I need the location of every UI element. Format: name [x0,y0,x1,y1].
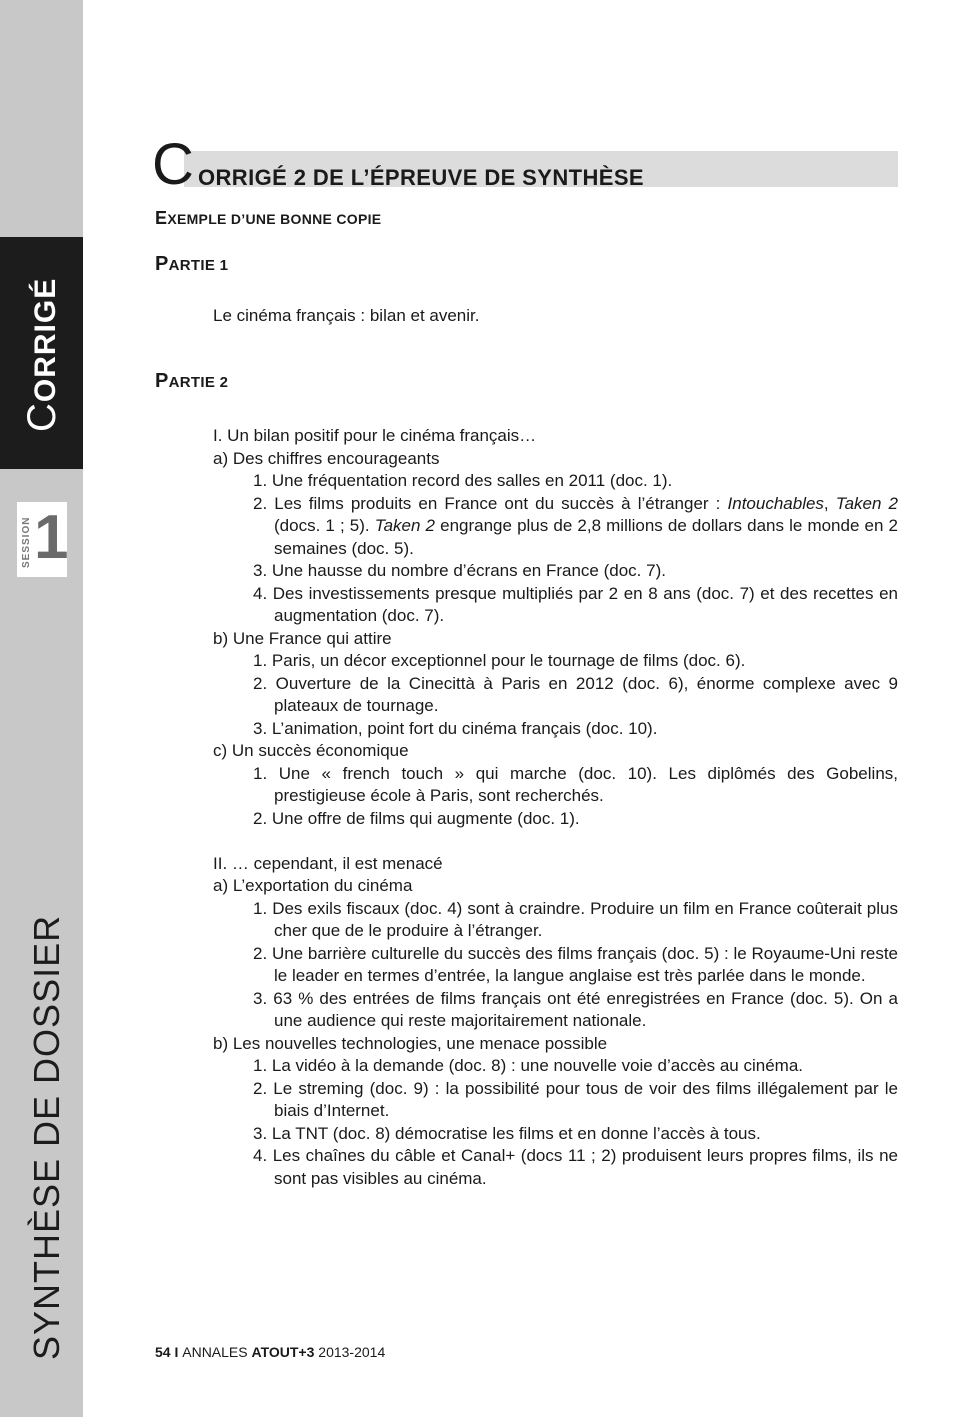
list-item: 2. Une offre de films qui augmente (doc. 1). [253,808,580,828]
section-heading: II. … cependant, il est menacé [213,853,443,873]
title-initial: C [152,132,194,197]
page-number: 54 [155,1344,171,1360]
page-title: ORRIGÉ 2 DE L’ÉPREUVE DE SYNTHÈSE [198,165,644,190]
partie-1-text: Le cinéma français : bilan et avenir. [213,306,480,325]
list-item: 1. La vidéo à la demande (doc. 8) : une nouvelle voie d’accès au cinéma. [253,1056,804,1075]
list-item: 4. Des investissements presque multipliés par 2 en 8 ans (doc. 7) et des recettes en augmentation (doc. 7). [253,583,898,625]
list-item: 2. Une barrière culturelle du succès des films français (doc. 5) : le Royaume-Uni reste le leader en termes d’entrée, la langue anglaise est très parlée dans le monde. [253,943,898,985]
list-item: 3. 63 % des entrées de films français ont été enregistrées en France (doc. 5). On a une audience qui reste majoritairement nationale. [253,988,898,1030]
partie-2-heading: PARTIE 2 [155,370,229,392]
partie-1-heading: PARTIE 1 [155,253,229,275]
corrige-label: CORRIGÉ [20,277,64,432]
section-heading: I. Un bilan positif pour le cinéma français… [213,426,537,445]
session-number: 1 [34,503,69,572]
list-item: 1. Une « french touch » qui marche (doc. 10). Les diplômés des Gobelins, prestigieuse école à Paris, sont recherchés. [253,763,898,805]
list-item: 3. Une hausse du nombre d’écrans en France (doc. 7). [253,561,666,580]
subsection-heading: b) Une France qui attire [213,628,392,648]
list-item: 1. Paris, un décor exceptionnel pour le tournage de films (doc. 6). [253,651,746,670]
list-item: 3. L’animation, point fort du cinéma français (doc. 10). [253,718,658,738]
subsection-heading: a) Des chiffres encourageants [213,448,440,468]
brand-name: ATOUT+3 [251,1344,315,1360]
outline [213,425,898,1190]
list-item: 2. Les films produits en France ont du succès à l’étranger : Intouchables, Taken 2 (docs. 1 ; 5). Taken 2 engrange plus de 2,8 millions de dollars dans le monde en 2 semaines (doc. 5). [253,493,899,558]
list-item: 2. Le streming (doc. 9) : la possibilité pour tous de voir des films illégalement par le biais d’Internet. [253,1078,898,1120]
list-item: 2. Ouverture de la Cinecittà à Paris en 2012 (doc. 6), énorme complexe avec 9 plateaux de tournage. [253,673,898,715]
synthese-label: SYNTHÈSE DE DOSSIER [26,914,67,1360]
list-item: 4. Les chaînes du câble et Canal+ (docs 11 ; 2) produisent leurs propres films, ils ne sont pas visibles au cinéma. [253,1146,898,1188]
session-label: SESSION [21,516,32,568]
list-item: 1. Des exils fiscaux (doc. 4) sont à craindre. Produire un film en France coûterait plus cher que de le produire à l’étranger. [253,898,898,940]
subsection-heading: b) Les nouvelles technologies, une menace possible [213,1033,608,1053]
subsection-heading: c) Un succès économique [213,741,409,760]
list-item: 3. La TNT (doc. 8) démocratise les films et en donne l’accès à tous. [253,1123,761,1143]
page-footer: 54 I ANNALES ATOUT+3 2013-2014 [155,1344,386,1360]
subsection-heading: a) L’exportation du cinéma [213,876,413,895]
subtitle: EXEMPLE D’UNE BONNE COPIE [155,208,382,228]
list-item: 1. Une fréquentation record des salles en 2011 (doc. 1). [253,471,673,490]
